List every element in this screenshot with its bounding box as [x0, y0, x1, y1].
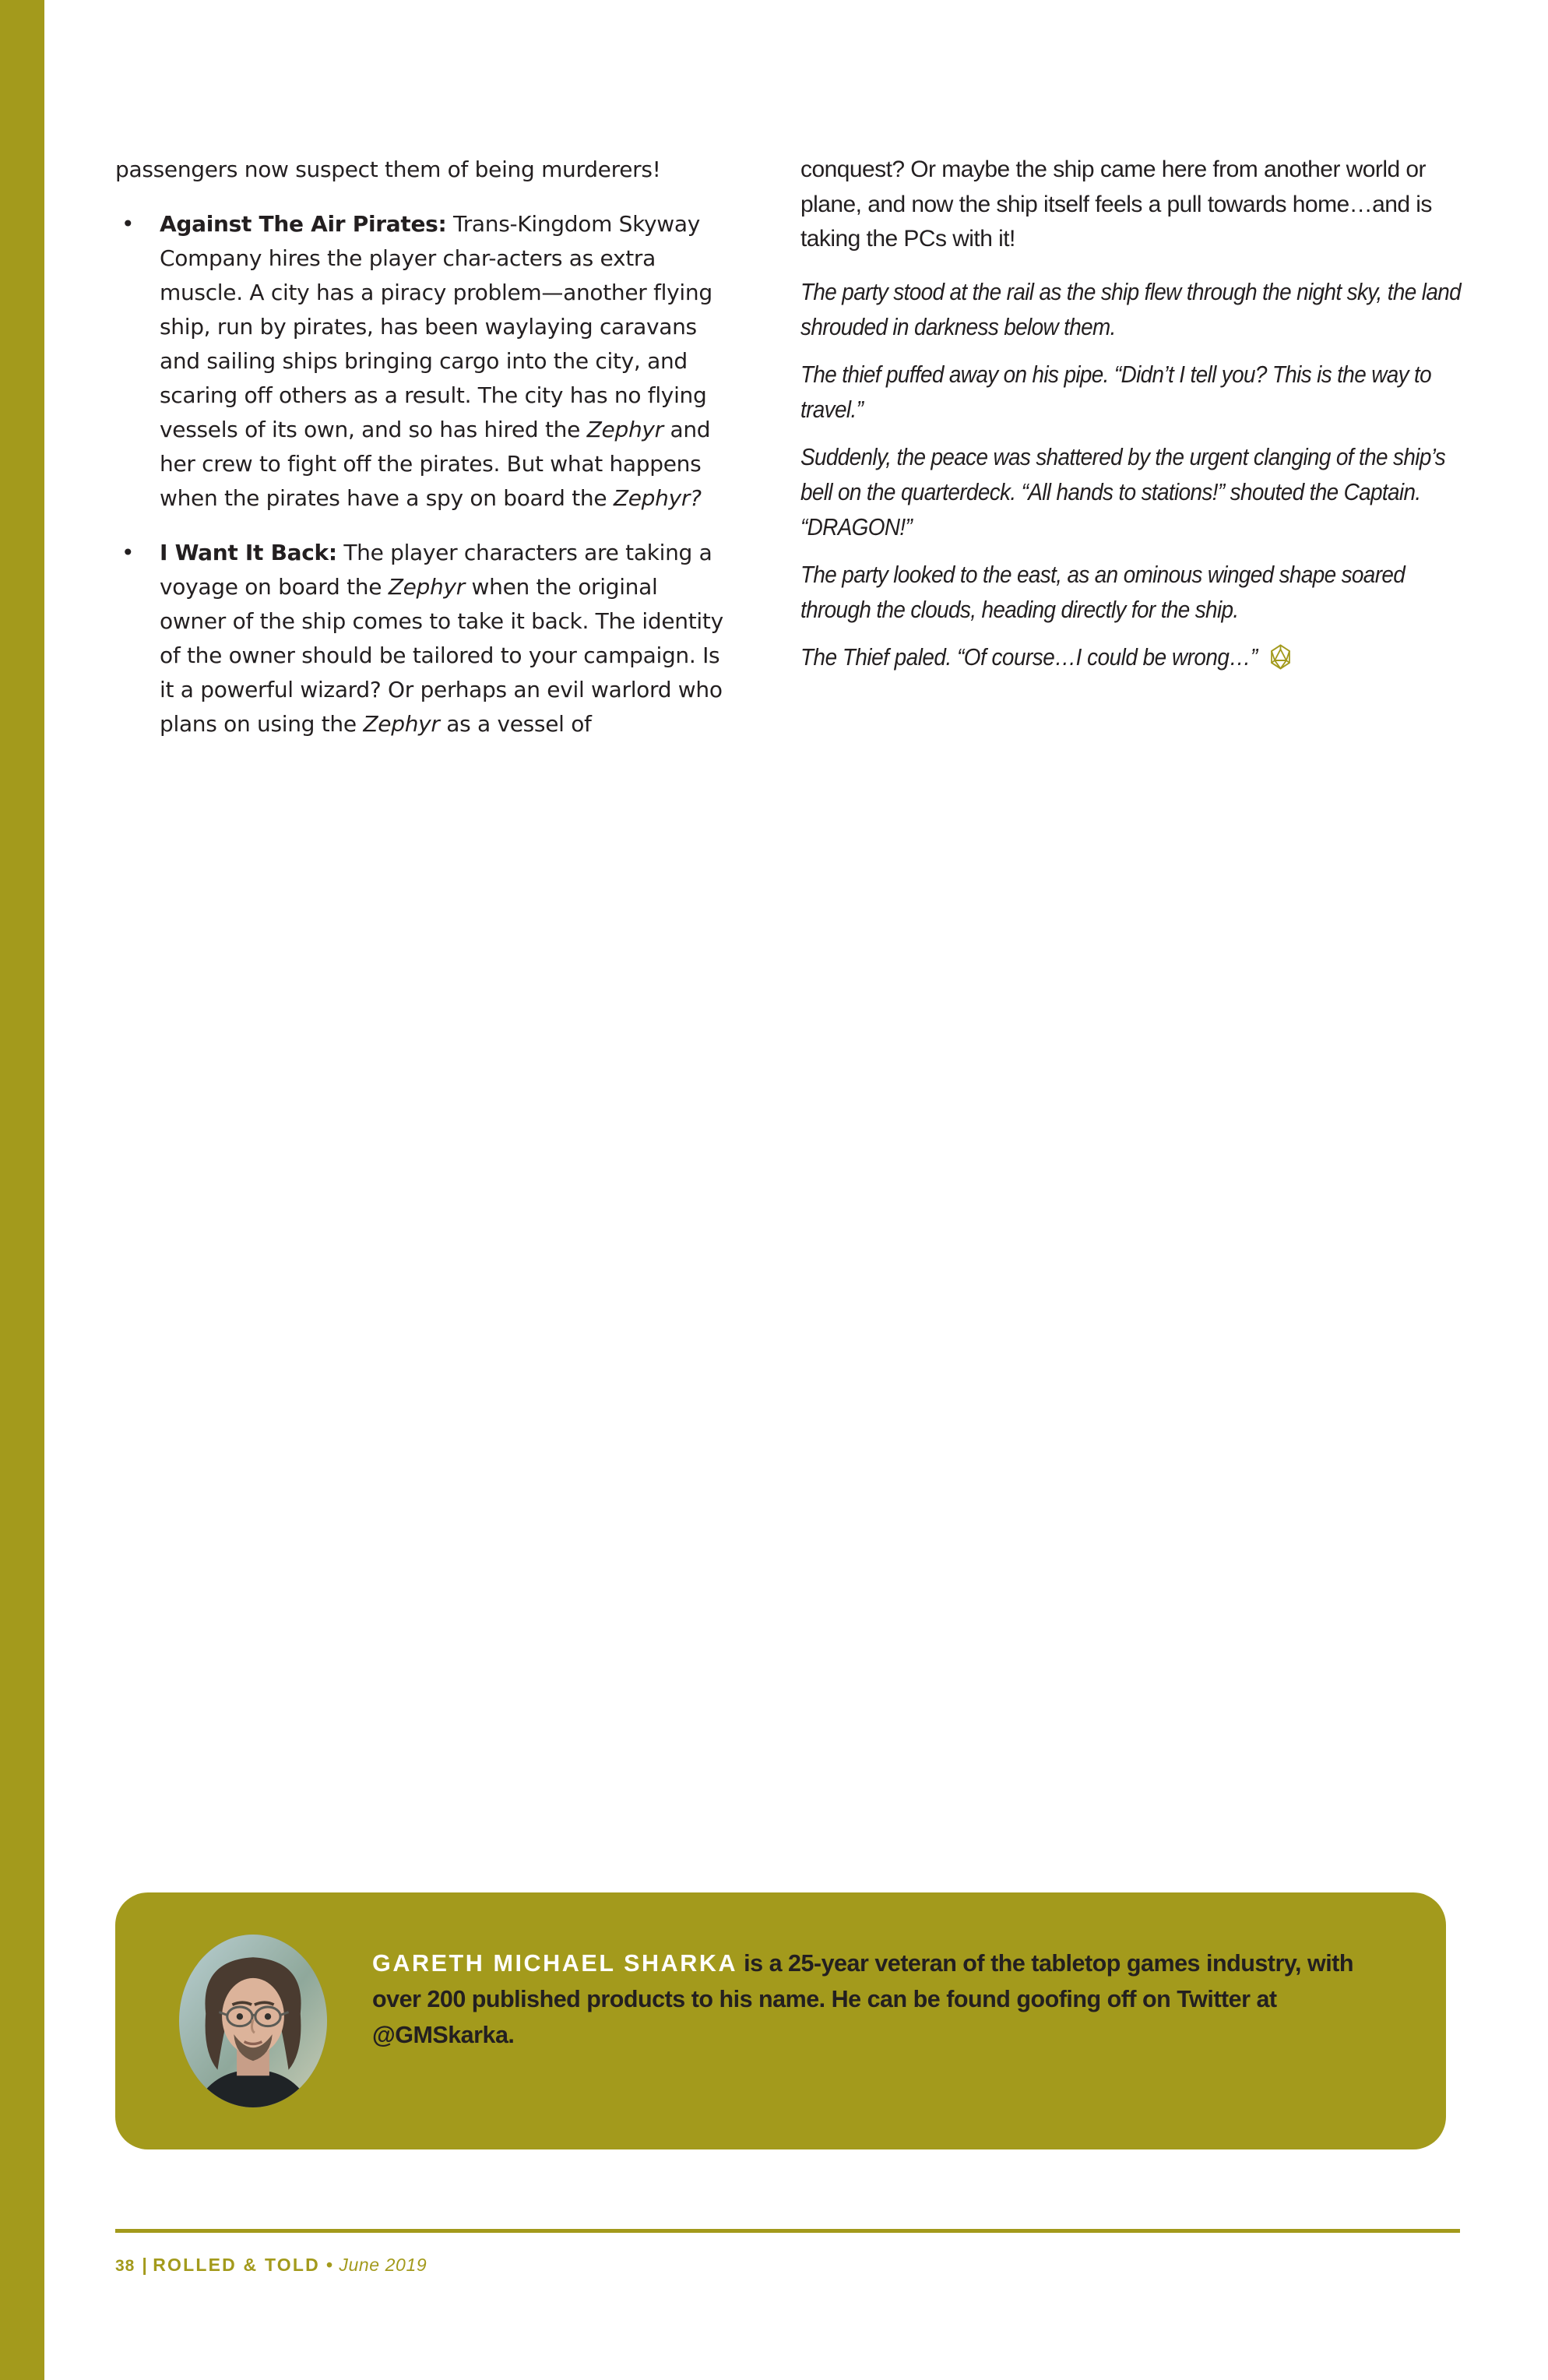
publication-title: ROLLED & TOLD — [153, 2255, 320, 2275]
hook-body-text: Trans-Kingdom Skyway Company hires the player char-acters as extra muscle. A city has a piracy problem—another flying ship, run by pirates, has been waylaying caravans and sailing ships bringing cargo into the city, and scaring off others as a result. The city has no flying vessels of its own, and so has hired the — [160, 211, 712, 442]
bullet-marker: • — [121, 211, 135, 237]
footer — [115, 2255, 427, 2276]
hook-body-text-2: and her crew to fight off the pirates. But what happens when the pirates have a spy on board the — [160, 417, 711, 511]
footer-divider-glyph: | — [142, 2255, 148, 2275]
hook-body-text-3: as a vessel of — [439, 711, 592, 737]
list-item — [115, 207, 730, 516]
ship-name-italic-2: Zephyr? — [613, 485, 702, 511]
fiction-paragraph-final — [800, 639, 1469, 674]
continued-paragraph-right: conquest? Or maybe the ship came here from another world or plane, and now the ship itself feels a pull towards home…and is taking the PCs with it! — [800, 157, 1432, 252]
ship-name-italic: Zephyr — [586, 417, 663, 442]
page-number: 38 — [115, 2257, 135, 2275]
fiction-final-text: The Thief paled. “Of course…I could be wrong…” — [800, 643, 1258, 671]
page-content — [115, 0, 1470, 2380]
continued-paragraph-left: passengers now suspect them of being murderers! — [115, 157, 661, 182]
hook-title-air-pirates: Against The Air Pirates: — [160, 211, 447, 237]
hook-title-i-want-it-back: I Want It Back: — [160, 540, 337, 565]
fiction-vignette-block — [800, 274, 1470, 674]
author-name: GARETH MICHAEL SHARKA — [372, 1950, 738, 1977]
author-portrait-illustration — [179, 1935, 327, 2107]
right-text-column — [800, 153, 1470, 687]
adventure-hooks-list — [115, 207, 730, 741]
left-text-column — [115, 153, 730, 741]
d20-dice-icon — [1270, 644, 1291, 670]
ship-name-italic-2: Zephyr — [363, 711, 440, 737]
author-bio-box — [115, 1892, 1446, 2149]
author-bio-text — [372, 1945, 1377, 2053]
fiction-paragraph: Suddenly, the peace was shattered by the urgent clanging of the ship’s bell on the quarterdeck. “All hands to stations!” shouted the Captain. “DRAGON!” — [800, 442, 1446, 540]
issue-date: June 2019 — [339, 2255, 427, 2275]
fiction-paragraph: The thief puffed away on his pipe. “Didn’t I tell you? This is the way to travel.” — [800, 360, 1432, 423]
hook-body-text-2: when the original owner of the ship comes to take it back. The identity of the owner should be tailored to your campaign. Is it a powerful wizard? Or perhaps an evil warlord who plans on using the — [160, 574, 723, 737]
footer-divider-rule — [115, 2229, 1460, 2233]
fiction-paragraph: The party stood at the rail as the ship flew through the night sky, the land shrouded in darkness below them. — [800, 277, 1462, 340]
hook-body-text: The player characters are taking a voyage on board the — [160, 540, 712, 600]
fiction-paragraph: The party looked to the east, as an ominous winged shape soared through the clouds, heading directly for the ship. — [800, 560, 1406, 623]
footer-separator-dot: • — [325, 2255, 333, 2275]
bullet-marker: • — [121, 540, 135, 565]
list-item — [115, 536, 730, 741]
left-spine-bar — [0, 0, 44, 2380]
avatar — [179, 1935, 327, 2107]
ship-name-italic: Zephyr — [388, 574, 465, 600]
author-bio-description: is a 25-year veteran of the tabletop games industry, with over 200 published products to his name. He can be found goofing off on Twitter at @GMSkarka. — [372, 1950, 1353, 2048]
